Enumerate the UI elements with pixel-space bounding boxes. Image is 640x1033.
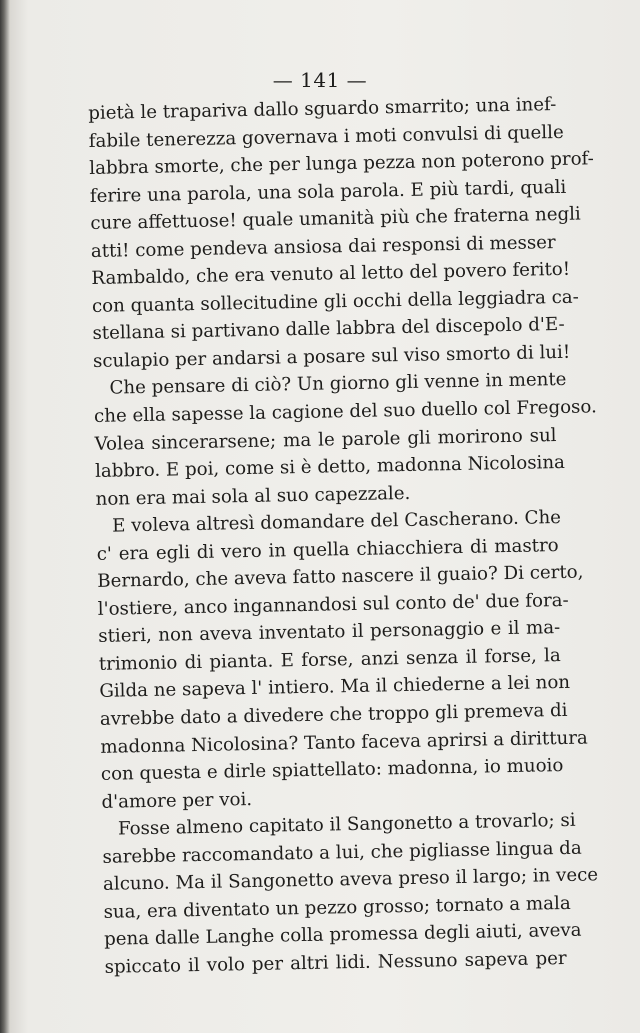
text-line: pietà le trapariva dallo sguardo smarrito; una inef- (88, 94, 557, 124)
text-line: madonna Nicolosina? Tanto faceva aprirsi a dirittura (100, 727, 588, 758)
text-line: Volea sincerarsene; ma le parole gli morirono sul (94, 424, 557, 455)
text-line: con questa e dirle spiattellato: madonna, io muoio (100, 755, 564, 785)
text-line: trimonio di pianta. E forse, anzi senza il forse, la (98, 644, 561, 675)
text-line: alcuno. Ma il Sangonetto aveva preso il largo; in vece (102, 864, 599, 896)
text-line: spiccato il volo per altri lidi. Nessuno sapeva per (104, 947, 567, 978)
text-line: avrebbe dato a divedere che troppo gli premeva di (99, 699, 568, 730)
text-line: Fosse almeno capitato il Sangonetto a trovarlo; si (117, 809, 576, 840)
text-line: ferire una parola, una sola parola. E più tardi, quali (89, 176, 567, 207)
text-line: d'amore per voi. (101, 788, 253, 813)
text-line: labbra smorte, che per lunga pezza non poterono prof- (89, 148, 595, 180)
text-line: con quanta sollecitudine gli occhi della leggiadra ca- (91, 286, 579, 317)
text-line: stieri, non aveva inventato il personaggio e il ma- (98, 617, 561, 648)
text-line: sua, era diventato un pezzo grosso; tornato a mala (103, 892, 571, 923)
text-line: stellana si partivano dalle labbra del discepolo d'E- (92, 314, 565, 345)
text-line: Bernardo, che aveva fatto nascere il guaio? Di certo, (97, 561, 584, 593)
text-line: c' era egli di vero in quella chiacchiera di mastro (96, 534, 559, 565)
page-number: — 141 — (272, 68, 368, 92)
text-line: che ella sapesse la cagione del suo duello col Fregoso. (93, 396, 597, 427)
text-line: sculapio per andarsi a posare sul viso smorto di lui! (92, 341, 571, 372)
body-text (88, 91, 599, 981)
text-line: atti! come pendeva ansiosa dai responsi di messer (90, 231, 556, 262)
text-line: Rambaldo, che era venuto al letto del povero ferito! (91, 259, 571, 290)
text-line: Gilda ne sapeva l' intiero. Ma il chiederne a lei non (99, 672, 571, 703)
text-line: cure affettuose! quale umanità più che fraterna negli (90, 203, 581, 235)
text-line: pena dalle Langhe colla promessa degli aiuti, aveva (103, 920, 582, 951)
text-line: sarebbe raccomandato a lui, che pigliasse lingua da (102, 837, 582, 868)
text-line: non era mai sola al suo capezzale. (95, 482, 411, 510)
text-line: l'ostiere, anco ingannandosi sul conto de' due fora- (97, 589, 569, 620)
text-line: E voleva altresì domandare del Cascherano. Che (111, 507, 562, 537)
text-line: fabile tenerezza governava i moti convulsi di quelle (88, 121, 564, 152)
text-line: labbro. E poi, come si è detto, madonna Nicolosina (94, 452, 566, 483)
text-line: Che pensare di ciò? Un giorno gli venne in mente (109, 369, 567, 400)
